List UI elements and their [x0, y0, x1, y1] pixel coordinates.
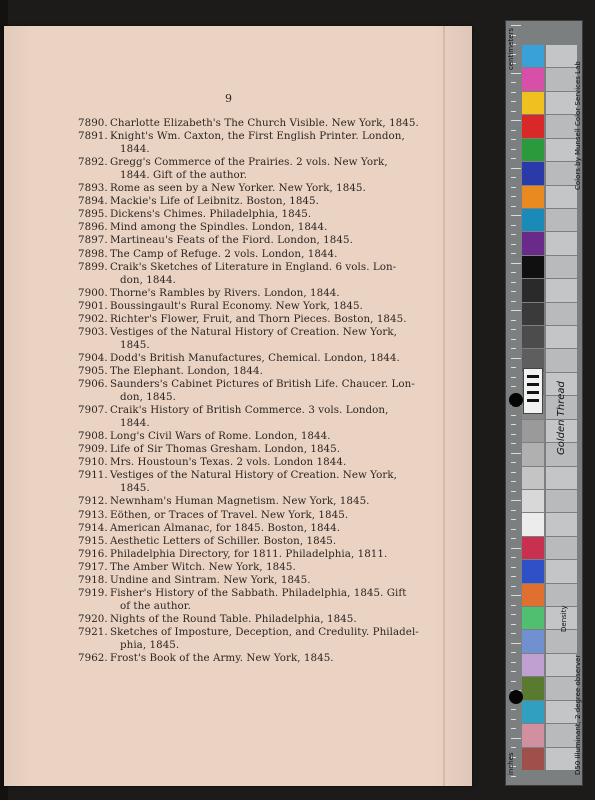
- density-value-cell: [546, 68, 577, 90]
- entry-number: 7896.: [78, 221, 108, 234]
- ruler-tick: [511, 310, 521, 311]
- entry-number: 7907.: [78, 404, 108, 417]
- entry-number: 7962.: [78, 652, 108, 665]
- ruler-tick: [511, 586, 516, 587]
- ruler-tick: [511, 92, 516, 93]
- entry-number: 7890.: [78, 117, 108, 129]
- ruler-tick: [511, 339, 516, 340]
- ruler-tick: [511, 120, 521, 121]
- entry-number: 7909.: [78, 443, 108, 456]
- ruler-tick: [511, 215, 521, 216]
- density-label: Density: [560, 605, 568, 632]
- ruler-tick: [511, 719, 516, 720]
- entry-number: 7912.: [78, 495, 108, 508]
- page-number: 9: [225, 92, 232, 105]
- color-swatch: [522, 256, 544, 278]
- ruler-tick: [511, 177, 516, 178]
- density-value-cell: [546, 630, 577, 652]
- entry-number: 7908.: [78, 430, 108, 443]
- ruler-tick: [511, 709, 516, 710]
- strip-hole-top: [509, 393, 523, 407]
- density-value-cell: [546, 537, 577, 559]
- centimeters-label: centimeters: [507, 28, 515, 70]
- density-value-cell: [546, 45, 577, 67]
- ruler-tick: [511, 453, 521, 454]
- color-swatch: [522, 68, 544, 90]
- ruler-tick: [511, 101, 516, 102]
- entry-text: Saunders's Cabinet Pictures of British Life. Chaucer. Lon-: [110, 378, 415, 390]
- ruler-tick: [511, 519, 516, 520]
- entry-number: 7919.: [78, 586, 108, 599]
- entry-number: 7900.: [78, 286, 108, 299]
- ruler-tick: [511, 244, 516, 245]
- inches-label: inches: [507, 752, 515, 775]
- density-value-cell: [546, 584, 577, 606]
- entry-text: Rome as seen by a New Yorker. New York, 1845.: [110, 182, 366, 195]
- density-value-cell: [546, 232, 577, 254]
- entry-number: 7913.: [78, 508, 108, 521]
- entry-number: 7897.: [78, 234, 108, 247]
- entry-continuation-text: phia, 1845.: [120, 639, 180, 651]
- ruler-tick: [511, 377, 516, 378]
- entry-text: Boussingault's Rural Economy. New York, 1845.: [110, 299, 363, 312]
- ruler-tick: [511, 111, 516, 112]
- ruler-tick: [511, 367, 516, 368]
- brand-label: Golden Thread: [556, 381, 567, 455]
- entry-continuation-text: of the author.: [120, 599, 191, 612]
- ruler-tick: [511, 25, 521, 26]
- entry-number: 7905.: [78, 364, 108, 377]
- ruler-tick: [511, 320, 516, 321]
- ruler-tick: [511, 415, 516, 416]
- density-value-cell: [546, 654, 577, 676]
- entry-number: 7915.: [78, 534, 108, 547]
- entry-continuation-text: 1844. Gift of the author.: [120, 169, 247, 182]
- entry-continuation-text: 1845.: [120, 482, 150, 495]
- entry-text: Dickens's Chimes. Philadelphia, 1845.: [110, 208, 312, 221]
- density-value-cell: [546, 279, 577, 301]
- ruler-tick: [511, 386, 516, 387]
- color-swatch: [522, 513, 544, 535]
- ruler-tick: [511, 529, 516, 530]
- entry-number: 7895.: [78, 208, 108, 221]
- ruler-tick: [511, 462, 516, 463]
- density-value-cell: [546, 115, 577, 137]
- entry-text: Vestiges of the Natural History of Creation. New York,: [110, 469, 397, 482]
- ruler-tick: [511, 557, 516, 558]
- ruler-tick: [511, 747, 516, 748]
- entry-number: 7911.: [78, 469, 108, 482]
- illuminant-label: D50 Illuminant, 2 degree observer: [574, 654, 582, 775]
- ruler-tick: [511, 681, 516, 682]
- ruler-tick: [511, 187, 516, 188]
- entry-number: 7918.: [78, 573, 108, 586]
- ruler-tick: [511, 491, 516, 492]
- entry-text: Mackie's Life of Leibnitz. Boston, 1845.: [110, 195, 319, 208]
- entry-number: 7906.: [78, 378, 108, 390]
- entry-text: Eöthen, or Traces of Travel. New York, 1845.: [110, 508, 349, 521]
- entry-text: American Almanac, for 1845. Boston, 1844.: [110, 521, 341, 534]
- entry-text: The Camp of Refuge. 2 vols. London, 1844.: [110, 247, 338, 260]
- entry-number: 7904.: [78, 351, 108, 364]
- color-swatch: [522, 139, 544, 161]
- entry-text: Dodd's British Manufactures, Chemical. London, 1844.: [110, 351, 400, 364]
- density-value-cell: [546, 256, 577, 278]
- ruler-tick: [511, 633, 516, 634]
- density-value-cell: [546, 326, 577, 348]
- entry-number: 7910.: [78, 456, 108, 469]
- entry-text: The Amber Witch. New York, 1845.: [110, 560, 296, 573]
- ruler-tick: [511, 358, 521, 359]
- color-swatch: [522, 584, 544, 606]
- lab-label: Colors by Munsell Color Services Lab: [574, 61, 582, 190]
- color-swatch: [522, 162, 544, 184]
- density-value-cell: [546, 349, 577, 371]
- strip-hole-bottom: [509, 690, 523, 704]
- ruler-tick: [511, 728, 516, 729]
- color-swatch: [522, 748, 544, 770]
- color-swatch: [522, 724, 544, 746]
- ruler-tick: [511, 424, 516, 425]
- ruler-tick: [511, 576, 516, 577]
- color-swatch: [522, 92, 544, 114]
- color-swatch: [522, 420, 544, 442]
- entry-text: Nights of the Round Table. Philadelphia, 1845.: [110, 612, 357, 625]
- ruler-tick: [511, 263, 521, 264]
- entry-continuation-text: 1845.: [120, 338, 150, 351]
- color-swatch: [522, 607, 544, 629]
- entry-continuation-text: 1844.: [120, 417, 150, 430]
- entry-text: Sketches of Imposture, Deception, and Credulity. Philadel-: [110, 625, 419, 638]
- entry-text: Martineau's Feats of the Fiord. London, 1845.: [110, 234, 353, 247]
- entry-text: Gregg's Commerce of the Prairies. 2 vols. New York,: [110, 156, 388, 169]
- entry-continuation-text: 1844.: [120, 143, 150, 156]
- color-swatch: [522, 186, 544, 208]
- ruler-tick: [511, 614, 516, 615]
- density-value-cell: [546, 513, 577, 535]
- entry-number: 7920.: [78, 612, 108, 625]
- entry-number: 7917.: [78, 560, 108, 573]
- entry-number: 7902.: [78, 312, 108, 325]
- ruler-tick: [511, 225, 516, 226]
- ruler-tick: [511, 282, 516, 283]
- density-value-cell: [546, 467, 577, 489]
- ruler-tick: [511, 158, 516, 159]
- ruler-tick: [511, 149, 516, 150]
- entry-number: 7894.: [78, 195, 108, 208]
- entry-text: Life of Sir Thomas Gresham. London, 1845.: [110, 443, 341, 456]
- density-value-cell: [546, 748, 577, 770]
- density-value-cell: [546, 92, 577, 114]
- entry-number: 7916.: [78, 547, 108, 560]
- ruler-tick: [511, 624, 516, 625]
- entry-number: 7891.: [78, 130, 108, 143]
- entry-number: 7901.: [78, 299, 108, 312]
- density-value-cell: [546, 162, 577, 184]
- ruler-tick: [511, 434, 516, 435]
- entry-text: Knight's Wm. Caxton, the First English Printer. London,: [110, 130, 405, 143]
- ruler-tick: [511, 652, 516, 653]
- entry-text: Thorne's Rambles by Rivers. London, 1844.: [110, 286, 340, 299]
- color-swatch: [522, 326, 544, 348]
- entry-text: Mrs. Houstoun's Texas. 2 vols. London 1844.: [110, 456, 347, 469]
- color-swatch: [522, 701, 544, 723]
- density-value-cell: [546, 490, 577, 512]
- entry-text: Craik's Sketches of Literature in England. 6 vols. Lon-: [110, 260, 397, 273]
- ruler-tick: [511, 510, 516, 511]
- density-value-cell: [546, 560, 577, 582]
- entry-text: Frost's Book of the Army. New York, 1845.: [110, 652, 334, 665]
- ruler-tick: [511, 481, 516, 482]
- color-swatch: [522, 654, 544, 676]
- ruler-tick: [511, 595, 521, 596]
- ruler-tick: [511, 329, 516, 330]
- golden-thread-logo: [523, 368, 543, 414]
- entry-text: Newnham's Human Magnetism. New York, 1845.: [110, 495, 370, 508]
- ruler-tick: [511, 301, 516, 302]
- color-swatch: [522, 279, 544, 301]
- ruler-tick: [511, 139, 516, 140]
- ruler-tick: [511, 643, 521, 644]
- ruler-tick: [511, 567, 516, 568]
- entry-text: Aesthetic Letters of Schiller. Boston, 1845.: [110, 534, 337, 547]
- ruler-tick: [511, 671, 516, 672]
- ruler-tick: [511, 130, 516, 131]
- color-swatch: [522, 630, 544, 652]
- ruler-tick: [511, 548, 521, 549]
- entry-text: Charlotte Elizabeth's The Church Visible. New York, 1845.: [110, 117, 419, 129]
- color-swatch: [522, 45, 544, 67]
- ruler-tick: [511, 253, 516, 254]
- ruler-tick: [511, 500, 521, 501]
- entry-continuation-text: don, 1845.: [120, 391, 176, 404]
- ruler-tick: [511, 168, 521, 169]
- color-swatch: [522, 115, 544, 137]
- entry-number: 7892.: [78, 156, 108, 169]
- density-value-cell: [546, 701, 577, 723]
- density-value-cell: [546, 677, 577, 699]
- entry-text: Philadelphia Directory, for 1811. Philadelphia, 1811.: [110, 547, 388, 560]
- ruler-tick: [511, 82, 516, 83]
- density-value-cell: [546, 303, 577, 325]
- entry-number: 7921.: [78, 625, 108, 638]
- color-swatch: [522, 209, 544, 231]
- ruler-tick: [511, 73, 521, 74]
- entry-number: 7903.: [78, 325, 108, 338]
- color-swatch: [522, 537, 544, 559]
- entry-text: Mind among the Spindles. London, 1844.: [110, 221, 328, 234]
- entry-continuation-text: don, 1844.: [120, 273, 176, 286]
- density-value-cell: [546, 139, 577, 161]
- color-swatch: [522, 467, 544, 489]
- ruler-tick: [511, 272, 516, 273]
- ruler-tick: [511, 605, 516, 606]
- entry-text: The Elephant. London, 1844.: [110, 364, 263, 377]
- color-swatch: [522, 490, 544, 512]
- color-swatch: [522, 232, 544, 254]
- entry-number: 7898.: [78, 247, 108, 260]
- ruler-tick: [511, 662, 516, 663]
- color-swatch: [522, 443, 544, 465]
- entry-number: 7893.: [78, 182, 108, 195]
- ruler-tick: [511, 196, 516, 197]
- ruler-tick: [511, 234, 516, 235]
- color-swatch: [522, 677, 544, 699]
- entry-number: 7914.: [78, 521, 108, 534]
- ruler-tick: [511, 348, 516, 349]
- entry-text: Craik's History of British Commerce. 3 vols. London,: [110, 404, 389, 417]
- entry-number: 7899.: [78, 260, 108, 273]
- density-value-cell: [546, 724, 577, 746]
- density-value-cell: [546, 209, 577, 231]
- color-swatch: [522, 560, 544, 582]
- entry-text: Undine and Sintram. New York, 1845.: [110, 573, 311, 586]
- density-value-cell: [546, 186, 577, 208]
- entry-text: Richter's Flower, Fruit, and Thorn Pieces. Boston, 1845.: [110, 312, 407, 325]
- ruler-tick: [511, 538, 516, 539]
- ruler-tick: [511, 443, 516, 444]
- entry-text: Vestiges of the Natural History of Creation. New York,: [110, 325, 397, 338]
- ruler-tick: [511, 738, 521, 739]
- ruler-tick: [511, 291, 516, 292]
- color-swatch: [522, 303, 544, 325]
- ruler-tick: [511, 776, 516, 777]
- ruler-tick: [511, 206, 516, 207]
- entry-text: Fisher's History of the Sabbath. Philadelphia, 1845. Gift: [110, 586, 407, 599]
- ruler-tick: [511, 472, 516, 473]
- entry-text: Long's Civil Wars of Rome. London, 1844.: [110, 430, 331, 443]
